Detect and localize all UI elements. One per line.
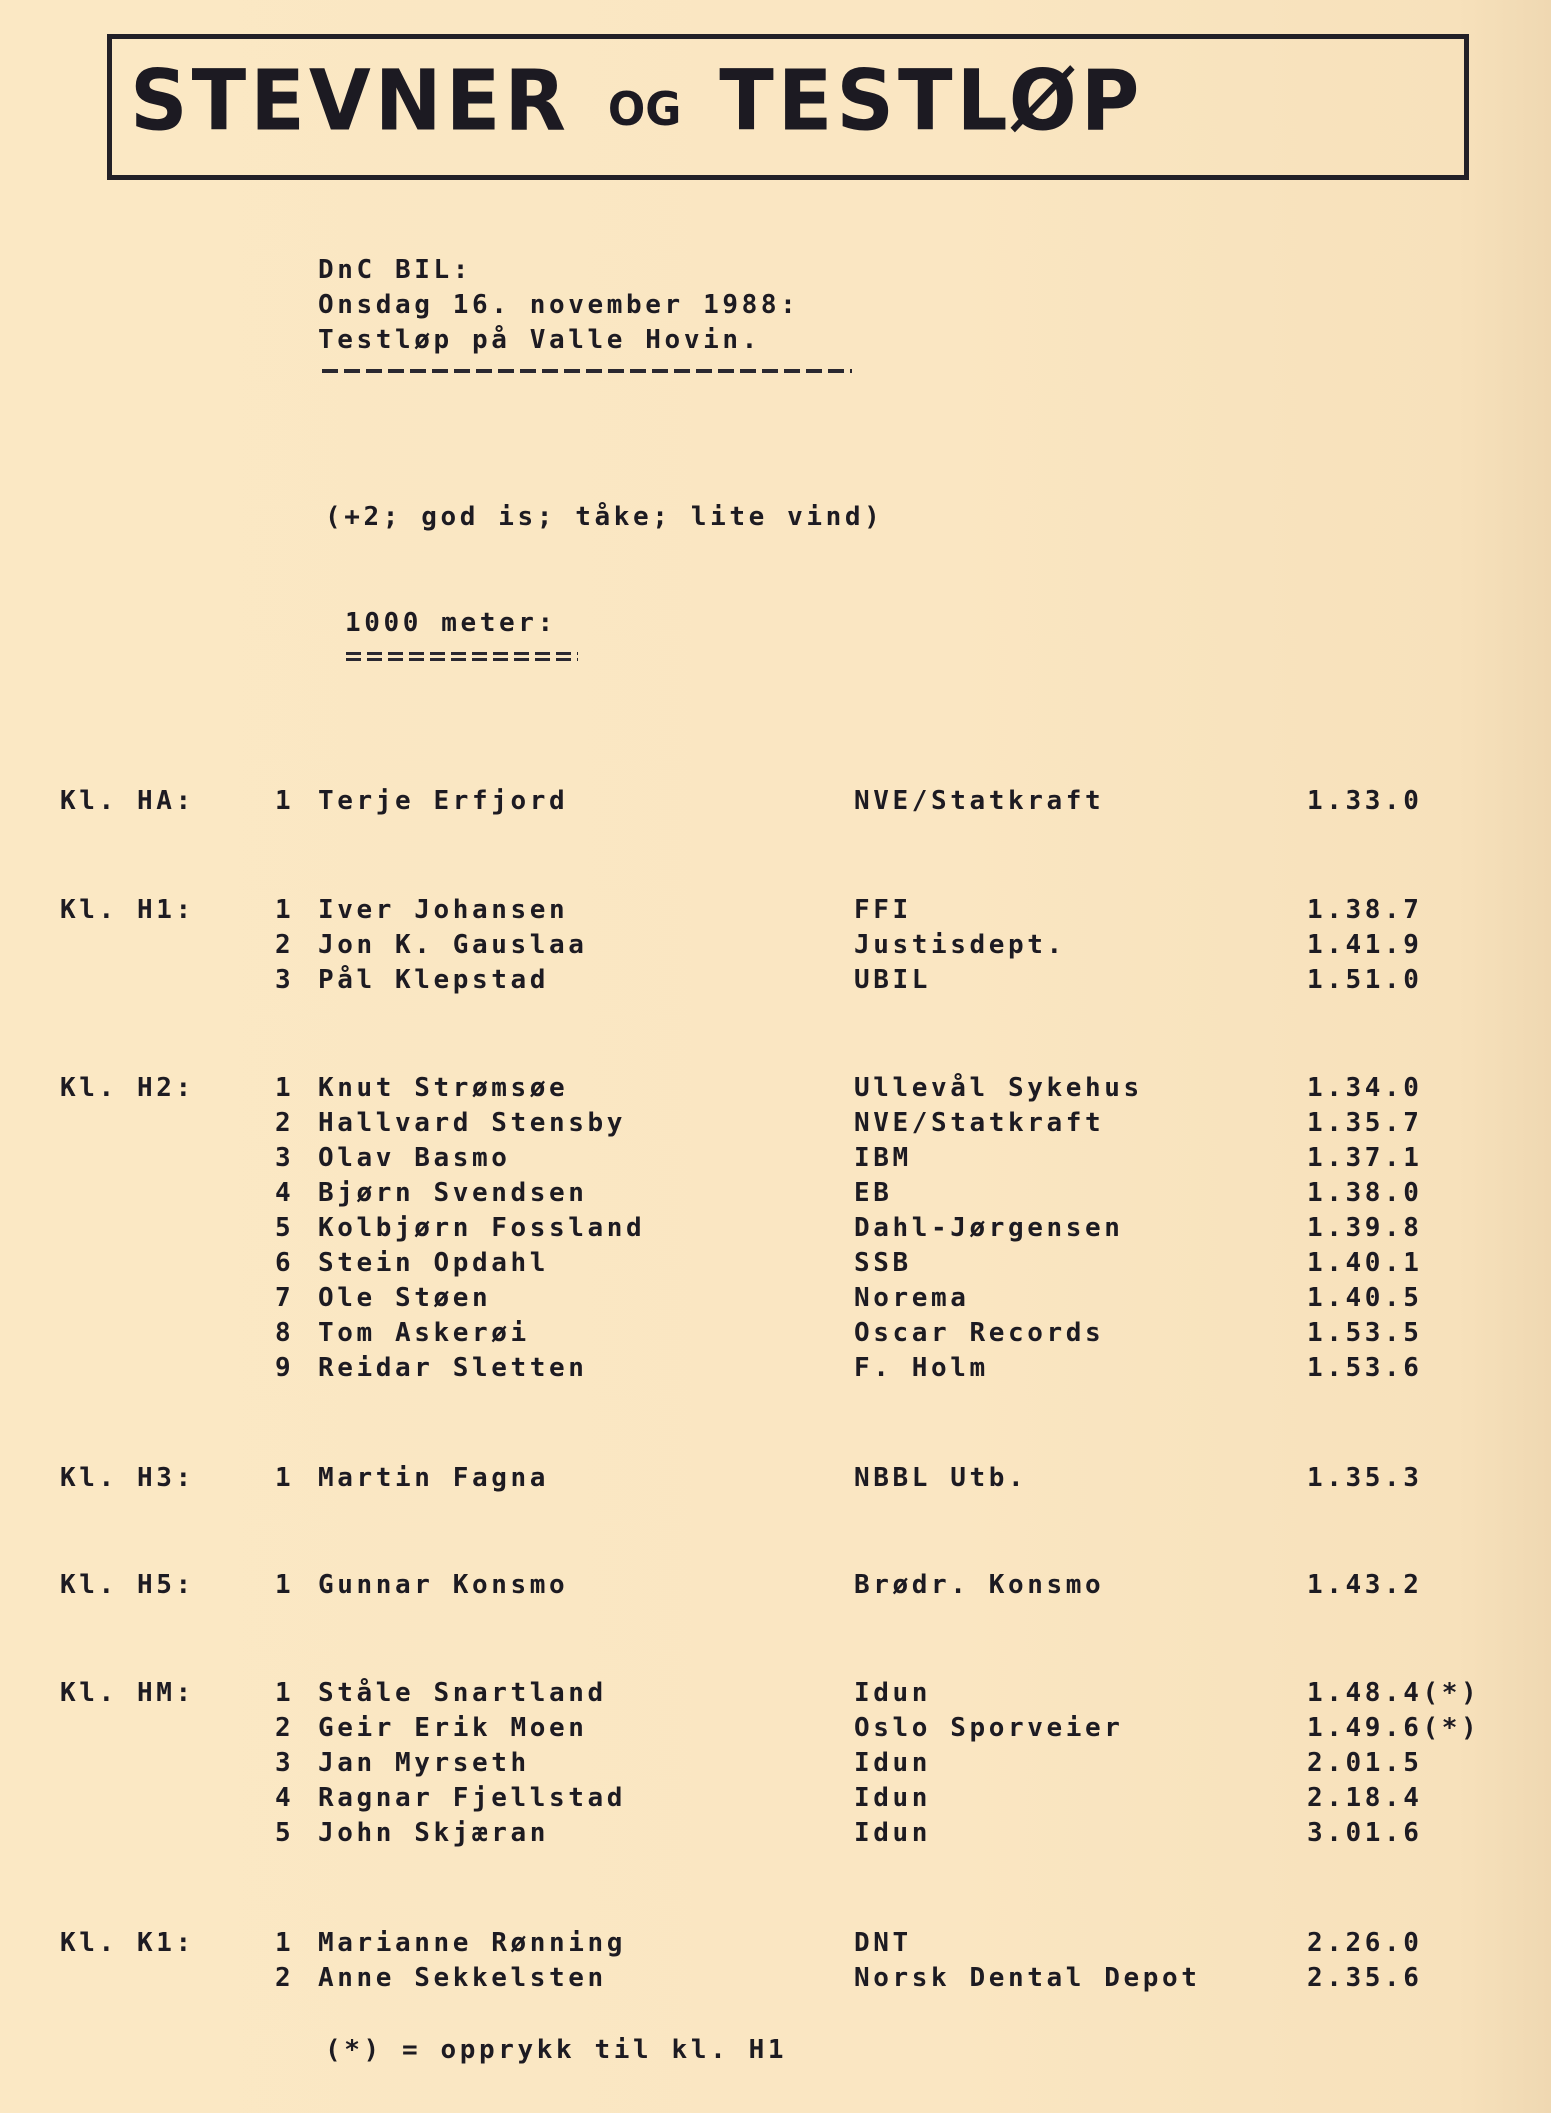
class-label: Kl. K1: <box>60 1928 195 1958</box>
rank: 1 <box>275 1678 295 1708</box>
time: 1.33.0 <box>1307 786 1423 816</box>
title-word-stevner: STEVNER <box>130 51 570 150</box>
rank: 3 <box>275 1748 295 1778</box>
event-venue: Testløp på Valle Hovin. <box>318 325 761 355</box>
time: 1.38.0 <box>1307 1178 1423 1208</box>
result-row <box>0 1071 1551 1106</box>
time: 1.53.5 <box>1307 1318 1423 1348</box>
result-row <box>0 1568 1551 1603</box>
footnote: (*) = opprykk til kl. H1 <box>325 2035 788 2065</box>
rank: 1 <box>275 786 295 816</box>
time: 1.38.7 <box>1307 895 1423 925</box>
double-rule <box>346 652 578 661</box>
time: 1.40.1 <box>1307 1248 1423 1278</box>
athlete-name: Ragnar Fjellstad <box>318 1783 627 1813</box>
result-row <box>0 893 1551 928</box>
time: 1.34.0 <box>1307 1073 1423 1103</box>
class-label: Kl. H1: <box>60 895 195 925</box>
club: SSB <box>854 1248 912 1278</box>
rank: 3 <box>275 965 295 995</box>
athlete-name: Stein Opdahl <box>318 1248 550 1278</box>
result-row <box>0 1211 1551 1246</box>
class-group-k1 <box>0 1926 1551 1996</box>
result-row <box>0 1281 1551 1316</box>
rank: 2 <box>275 1963 295 1993</box>
time: 1.43.2 <box>1307 1570 1423 1600</box>
club: Oslo Sporveier <box>854 1713 1124 1743</box>
club: NVE/Statkraft <box>854 786 1105 816</box>
athlete-name: Gunnar Konsmo <box>318 1570 569 1600</box>
result-row <box>0 1746 1551 1781</box>
time: 1.35.7 <box>1307 1108 1423 1138</box>
time: 2.01.5 <box>1307 1748 1423 1778</box>
rank: 5 <box>275 1818 295 1848</box>
rank: 1 <box>275 1928 295 1958</box>
result-row <box>0 1926 1551 1961</box>
result-row <box>0 1461 1551 1496</box>
club: Ullevål Sykehus <box>854 1073 1143 1103</box>
athlete-name: John Skjæran <box>318 1818 550 1848</box>
time: 1.40.5 <box>1307 1283 1423 1313</box>
result-row <box>0 1816 1551 1851</box>
athlete-name: Ole Støen <box>318 1283 492 1313</box>
title-word-testlop: TESTLØP <box>719 51 1144 150</box>
rank: 4 <box>275 1178 295 1208</box>
club: Idun <box>854 1748 932 1778</box>
time: 1.48.4(*) <box>1307 1678 1481 1708</box>
athlete-name: Olav Basmo <box>318 1143 511 1173</box>
athlete-name: Reidar Sletten <box>318 1353 588 1383</box>
time: 1.41.9 <box>1307 930 1423 960</box>
club: Oscar Records <box>854 1318 1105 1348</box>
club: Idun <box>854 1783 932 1813</box>
athlete-name: Geir Erik Moen <box>318 1713 588 1743</box>
dashed-rule <box>322 369 852 373</box>
time: 1.39.8 <box>1307 1213 1423 1243</box>
conditions: (+2; god is; tåke; lite vind) <box>325 502 884 532</box>
result-row <box>0 963 1551 998</box>
result-row <box>0 784 1551 819</box>
result-row <box>0 1711 1551 1746</box>
result-row <box>0 1961 1551 1996</box>
club: FFI <box>854 895 912 925</box>
time: 1.37.1 <box>1307 1143 1423 1173</box>
club: NVE/Statkraft <box>854 1108 1105 1138</box>
result-row <box>0 1246 1551 1281</box>
athlete-name: Anne Sekkelsten <box>318 1963 607 1993</box>
page-title <box>130 51 1144 150</box>
time: 2.35.6 <box>1307 1963 1423 1993</box>
rank: 1 <box>275 1463 295 1493</box>
athlete-name: Kolbjørn Fossland <box>318 1213 646 1243</box>
club: Idun <box>854 1678 932 1708</box>
rank: 5 <box>275 1213 295 1243</box>
result-row <box>0 1106 1551 1141</box>
club: Justisdept. <box>854 930 1066 960</box>
athlete-name: Bjørn Svendsen <box>318 1178 588 1208</box>
athlete-name: Ståle Snartland <box>318 1678 607 1708</box>
club: Brødr. Konsmo <box>854 1570 1105 1600</box>
result-row <box>0 1141 1551 1176</box>
class-label: Kl. H2: <box>60 1073 195 1103</box>
rank: 6 <box>275 1248 295 1278</box>
athlete-name: Marianne Rønning <box>318 1928 627 1958</box>
rank: 2 <box>275 1108 295 1138</box>
time: 2.18.4 <box>1307 1783 1423 1813</box>
time: 1.35.3 <box>1307 1463 1423 1493</box>
title-box <box>107 34 1469 180</box>
rank: 3 <box>275 1143 295 1173</box>
title-word-og: OG <box>607 83 682 137</box>
rank: 9 <box>275 1353 295 1383</box>
athlete-name: Terje Erfjord <box>318 786 569 816</box>
class-label: Kl. HM: <box>60 1678 195 1708</box>
class-label: Kl. HA: <box>60 786 195 816</box>
club: EB <box>854 1178 893 1208</box>
club: UBIL <box>854 965 932 995</box>
club: F. Holm <box>854 1353 989 1383</box>
rank: 1 <box>275 1570 295 1600</box>
class-label: Kl. H3: <box>60 1463 195 1493</box>
athlete-name: Iver Johansen <box>318 895 569 925</box>
class-group-hm <box>0 1676 1551 1851</box>
athlete-name: Knut Strømsøe <box>318 1073 569 1103</box>
organizer: DnC BIL: <box>318 255 473 285</box>
athlete-name: Pål Klepstad <box>318 965 550 995</box>
event-date: Onsdag 16. november 1988: <box>318 290 800 320</box>
club: NBBL Utb. <box>854 1463 1028 1493</box>
class-group-h2 <box>0 1071 1551 1386</box>
club: Dahl-Jørgensen <box>854 1213 1124 1243</box>
club: Norema <box>854 1283 970 1313</box>
rank: 7 <box>275 1283 295 1313</box>
rank: 4 <box>275 1783 295 1813</box>
club: Idun <box>854 1818 932 1848</box>
result-row <box>0 1176 1551 1211</box>
distance-heading: 1000 meter: <box>345 608 557 638</box>
rank: 2 <box>275 1713 295 1743</box>
club: DNT <box>854 1928 912 1958</box>
athlete-name: Hallvard Stensby <box>318 1108 627 1138</box>
result-row <box>0 1781 1551 1816</box>
rank: 2 <box>275 930 295 960</box>
class-label: Kl. H5: <box>60 1570 195 1600</box>
result-row <box>0 1676 1551 1711</box>
class-group-ha <box>0 784 1551 819</box>
result-row <box>0 928 1551 963</box>
class-group-h1 <box>0 893 1551 998</box>
result-row <box>0 1316 1551 1351</box>
rank: 8 <box>275 1318 295 1348</box>
time: 1.51.0 <box>1307 965 1423 995</box>
class-group-h5 <box>0 1568 1551 1603</box>
athlete-name: Jan Myrseth <box>318 1748 530 1778</box>
time: 1.49.6(*) <box>1307 1713 1481 1743</box>
athlete-name: Martin Fagna <box>318 1463 550 1493</box>
athlete-name: Jon K. Gauslaa <box>318 930 588 960</box>
result-row <box>0 1351 1551 1386</box>
athlete-name: Tom Askerøi <box>318 1318 530 1348</box>
class-group-h3 <box>0 1461 1551 1496</box>
rank: 1 <box>275 895 295 925</box>
time: 2.26.0 <box>1307 1928 1423 1958</box>
rank: 1 <box>275 1073 295 1103</box>
club: IBM <box>854 1143 912 1173</box>
time: 3.01.6 <box>1307 1818 1423 1848</box>
club: Norsk Dental Depot <box>854 1963 1201 1993</box>
time: 1.53.6 <box>1307 1353 1423 1383</box>
